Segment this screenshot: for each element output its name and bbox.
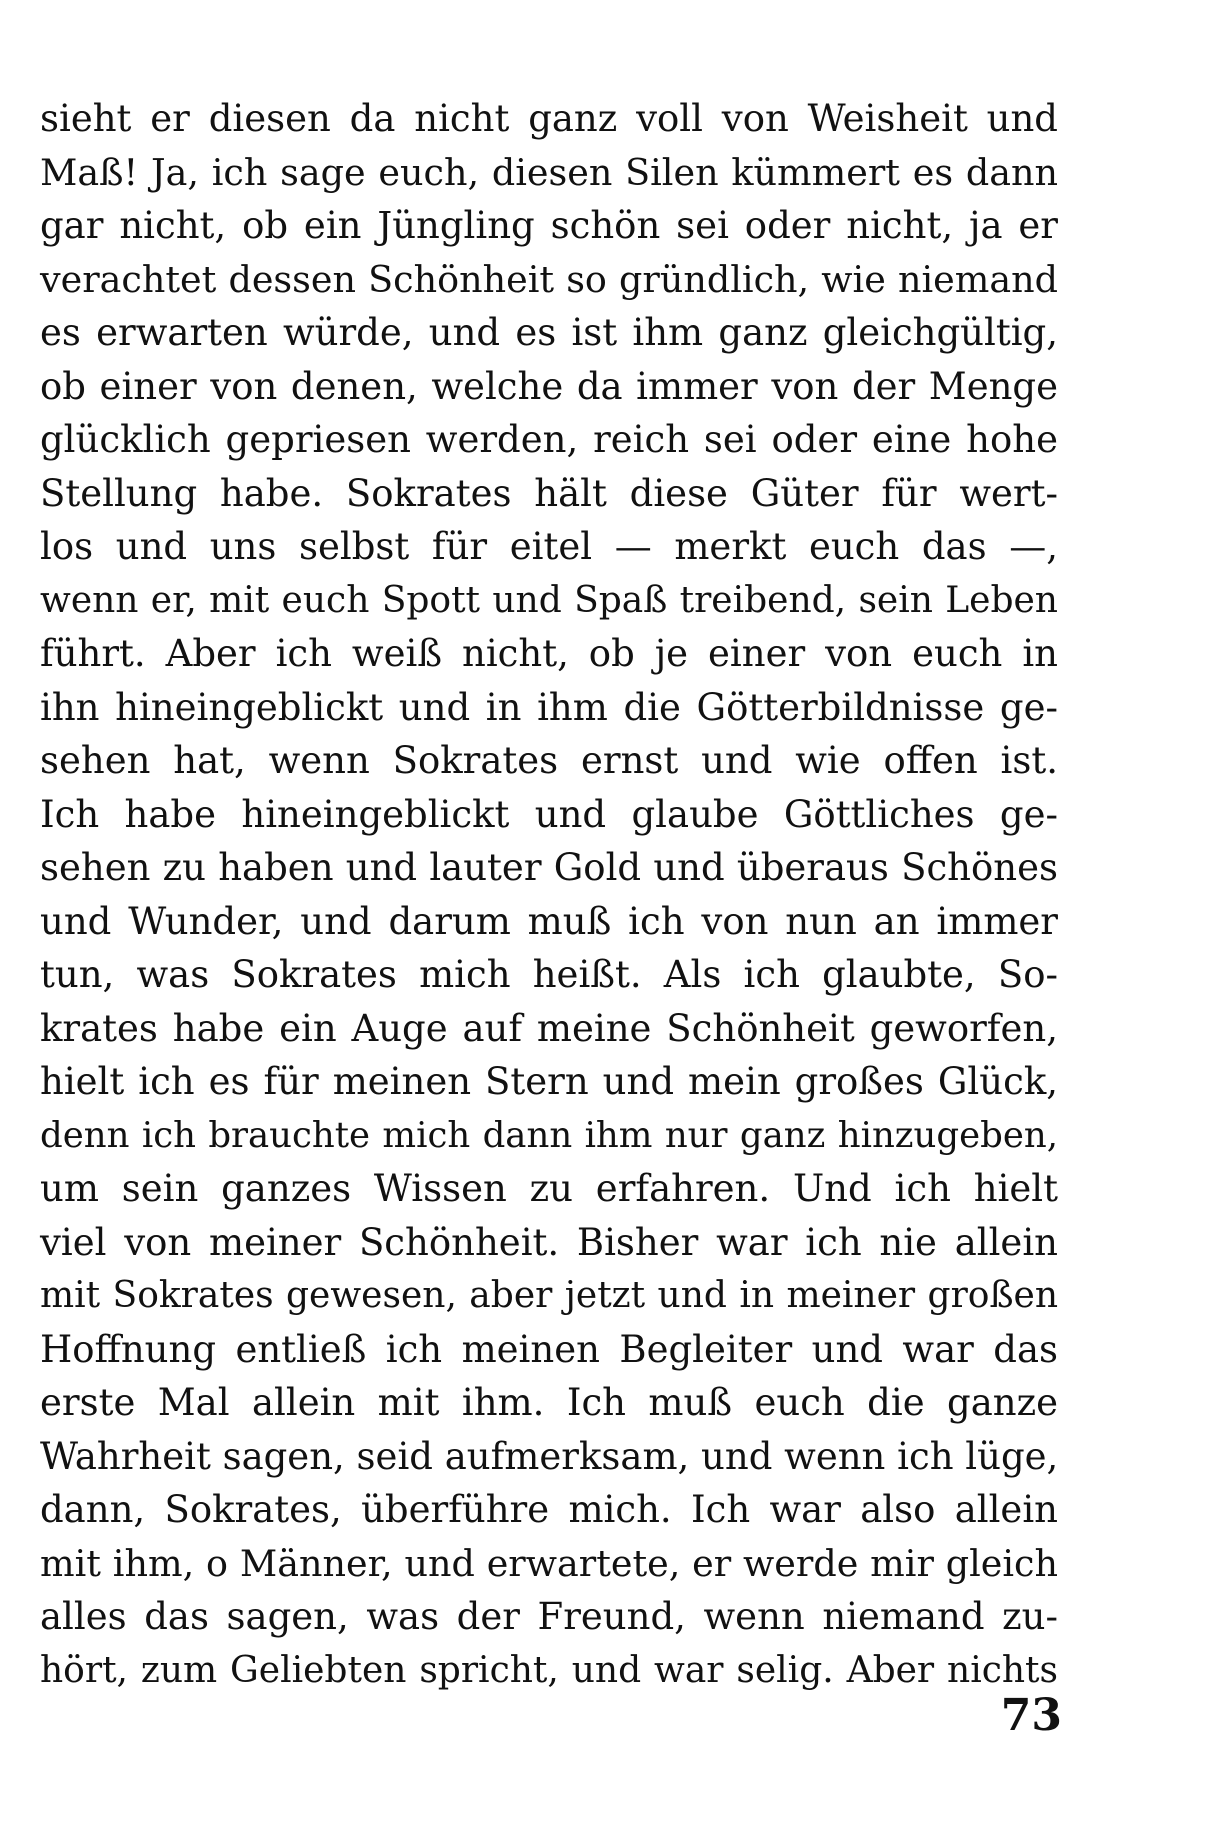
page-number: 73 [1000, 1690, 1062, 1741]
text-line-17: tun, was Sokrates mich heißt. Als ich glaubte, So- [40, 953, 1058, 996]
text-line-11: führt. Aber ich weiß nicht, ob je einer von euch in [40, 632, 1058, 675]
text-line-21: um sein ganzes Wissen zu erfahren. Und ich hielt [40, 1167, 1058, 1210]
text-line-15: sehen zu haben und lauter Gold und überaus Schönes [40, 846, 1058, 889]
text-line-16: und Wunder, und darum muß ich von nun an immer [40, 899, 1058, 943]
text-line-10: wenn er, mit euch Spott und Spaß treibend, sein Leben [40, 579, 1058, 621]
text-line-27: dann, Sokrates, überführe mich. Ich war also allein [40, 1488, 1058, 1531]
text-line-24: Hoffnung entließ ich meinen Begleiter und war das [40, 1327, 1058, 1371]
text-line-20: denn ich brauchte mich dann ihm nur ganz hinzugeben, [40, 1114, 1058, 1156]
text-line-22: viel von meiner Schönheit. Bisher war ich nie allein [40, 1220, 1058, 1264]
text-line-1: sieht er diesen da nicht ganz voll von Weisheit und [40, 97, 1058, 140]
text-line-2: Maß! Ja, ich sage euch, diesen Silen kümmert es dann [40, 150, 1058, 194]
text-line-30: hört, zum Geliebten spricht, und war selig. Aber nichts [40, 1649, 1058, 1691]
text-line-12: ihn hineingeblickt und in ihm die Götterbildnisse ge- [40, 685, 1058, 729]
text-line-13: sehen hat, wenn Sokrates ernst und wie offen ist. [40, 739, 1058, 782]
text-line-3: gar nicht, ob ein Jüngling schön sei oder nicht, ja er [40, 204, 1058, 247]
text-line-28: mit ihm, o Männer, und erwartete, er werde mir gleich [40, 1541, 1058, 1585]
text-line-29: alles das sagen, was der Freund, wenn niemand zu- [40, 1595, 1058, 1638]
text-line-14: Ich habe hineingeblickt und glaube Göttliches ge- [40, 792, 1058, 836]
body-text [40, 92, 1058, 1697]
text-line-26: Wahrheit sagen, seid aufmerksam, und wenn ich lüge, [40, 1434, 1059, 1478]
text-line-7: glücklich gepriesen werden, reich sei oder eine hohe [40, 418, 1058, 461]
text-line-25: erste Mal allein mit ihm. Ich muß euch die ganze [40, 1381, 1058, 1424]
text-line-8: Stellung habe. Sokrates hält diese Güter für wert- [40, 471, 1058, 515]
text-line-18: krates habe ein Auge auf meine Schönheit geworfen, [40, 1006, 1058, 1050]
text-line-9: los und uns selbst für eitel — merkt euch das —, [40, 525, 1058, 568]
text-line-19: hielt ich es für meinen Stern und mein großes Glück, [40, 1060, 1058, 1103]
text-line-6: ob einer von denen, welche da immer von der Menge [40, 364, 1058, 408]
text-line-23: mit Sokrates gewesen, aber jetzt und in meiner großen [40, 1275, 1058, 1316]
text-line-4: verachtet dessen Schönheit so gründlich, wie niemand [40, 257, 1058, 301]
text-line-5: es erwarten würde, und es ist ihm ganz gleichgültig, [40, 311, 1058, 354]
